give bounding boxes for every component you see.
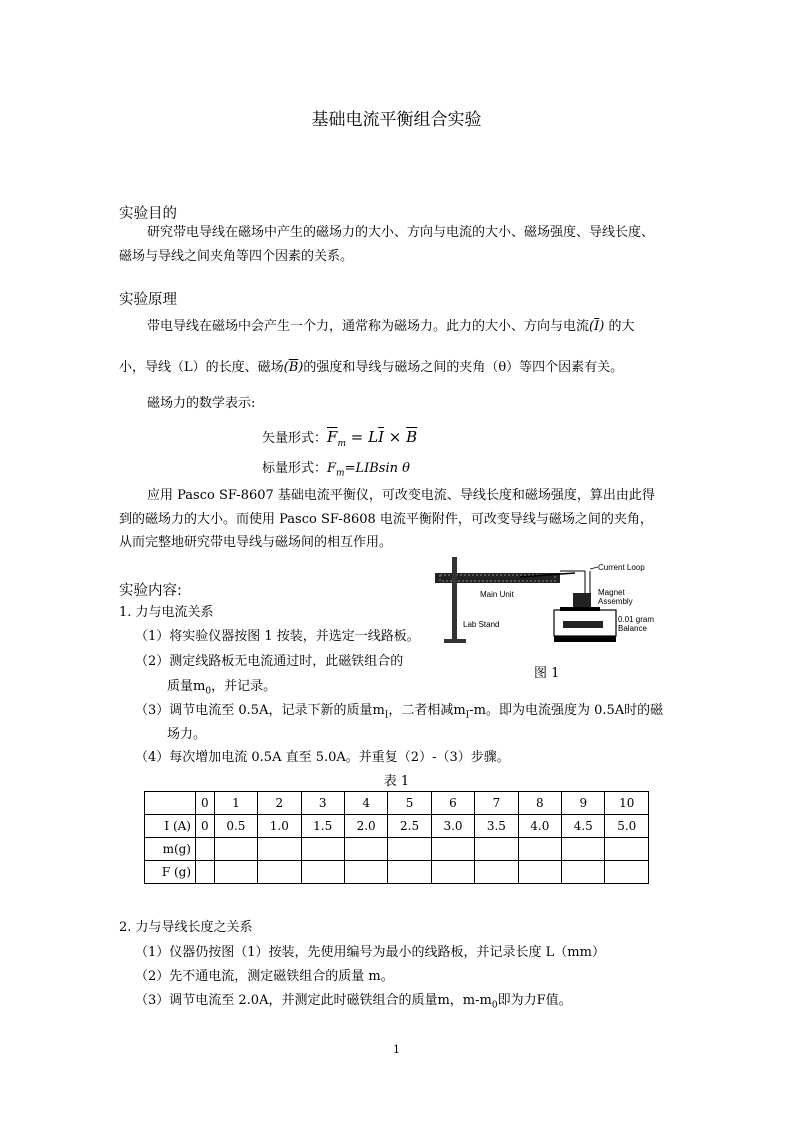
item-1-step-2b: 质量$m_0$，并记录。 — [167, 679, 277, 697]
force-cell — [475, 861, 518, 884]
vector-formula: 矢量形式：$\overline{F}_m = L\overline{I} \times \overline{B}$ — [262, 428, 418, 449]
current-cell: 3.0 — [431, 815, 474, 838]
force-cell — [562, 861, 605, 884]
header-cell: 2 — [258, 792, 301, 815]
item-1-step-1: （1）将实验仪器按图 1 按装，并选定一线路板。 — [135, 629, 420, 644]
scalar-formula: 标量形式：$F_m=LIBsin$ θ — [262, 461, 410, 479]
mass-cell — [431, 838, 474, 861]
figure-caption: 图 1 — [534, 666, 560, 681]
current-cell: 3.5 — [475, 815, 518, 838]
principle-line-2: 小，导线（L）的长度、磁场$(\overline{B})$的强度和导线与磁场之间的夹角（θ）等四个因素有关。 — [119, 360, 624, 375]
header-cell: 6 — [431, 792, 474, 815]
item-2-title: 2. 力与导线长度之关系 — [119, 920, 253, 935]
header-cell: 10 — [605, 792, 649, 815]
force-cell — [196, 861, 215, 884]
table-row-force — [145, 861, 649, 884]
mass-cell — [301, 838, 344, 861]
mass-cell — [388, 838, 431, 861]
mass-cell — [258, 838, 301, 861]
label-balance-1: 0.01 gram — [618, 615, 655, 624]
section-heading-content: 实验内容: — [119, 583, 182, 599]
header-cell: 7 — [475, 792, 518, 815]
item-2-step-1: （1）仪器仍按图（1）按装，先使用编号为最小的线路板，并记录长度 L（mm） — [135, 945, 605, 960]
header-cell: 3 — [301, 792, 344, 815]
item-2-step-2: （2）先不通电流，测定磁铁组合的质量 m。 — [135, 969, 394, 984]
section-heading-purpose: 实验目的 — [119, 206, 177, 222]
section-heading-principle: 实验原理 — [119, 292, 177, 308]
data-table — [144, 791, 649, 884]
apparatus-figure — [430, 555, 690, 647]
force-cell — [258, 861, 301, 884]
mass-cell — [518, 838, 561, 861]
item-1-step-2a: （2）测定线路板无电流通过时，此磁铁组合的 — [135, 654, 404, 669]
header-cell: 9 — [562, 792, 605, 815]
force-cell — [344, 861, 387, 884]
item-1-step-3b: 场力。 — [167, 727, 207, 742]
label-current-loop: Current Loop — [598, 563, 645, 572]
header-cell: 1 — [214, 792, 257, 815]
force-cell — [518, 861, 561, 884]
item-2-step-3: （3）调节电流至 2.0A，并测定此时磁铁组合的质量m，$m-m_0$即为力F值。 — [135, 993, 572, 1011]
current-cell: 1.5 — [301, 815, 344, 838]
force-cell — [301, 861, 344, 884]
lab-stand-base — [444, 639, 466, 643]
force-cell — [388, 861, 431, 884]
table-row-mass — [145, 838, 649, 861]
application-line-2: 到的磁场力的大小。而使用 Pasco SF-8608 电流平衡附件，可改变导线与磁场之间的夹角， — [119, 512, 653, 527]
label-main-unit: Main Unit — [480, 590, 514, 599]
magnet-assembly — [573, 593, 591, 607]
vector-formula-expression: $\overline{F}_m = L\overline{I} \times \overline{B}$ — [327, 428, 418, 449]
mass-cell — [344, 838, 387, 861]
page-number: 1 — [393, 1043, 400, 1056]
header-cell: 0 — [196, 792, 215, 815]
item-1-step-4: （4）每次增加电流 0.5A 直至 5.0A。并重复（2）-（3）步骤。 — [135, 750, 510, 765]
page-title: 基础电流平衡组合实验 — [311, 110, 482, 130]
table-row-current — [145, 815, 649, 838]
field-vector-symbol: $(\overline{B})$ — [283, 360, 304, 375]
application-line-1: 应用 Pasco SF-8607 基础电流平衡仪，可改变电流、导线长度和磁场强度，算出由此得 — [147, 488, 655, 503]
header-cell — [145, 792, 196, 815]
label-magnet: Magnet — [598, 588, 625, 597]
current-cell: 5.0 — [605, 815, 649, 838]
force-cell — [214, 861, 257, 884]
current-cell: 4.0 — [518, 815, 561, 838]
mass-cell — [196, 838, 215, 861]
mass-cell — [605, 838, 649, 861]
current-vector-symbol: $(\overline{I})$ — [589, 319, 605, 334]
mass-cell — [475, 838, 518, 861]
principle-line-1: 带电导线在磁场中会产生一个力，通常称为磁场力。此力的大小、方向与电流$(\overline{I})$ 的大 — [147, 319, 635, 334]
current-cell: 2.5 — [388, 815, 431, 838]
header-cell: 4 — [344, 792, 387, 815]
item-1-title: 1. 力与电流关系 — [119, 605, 214, 620]
header-cell: 5 — [388, 792, 431, 815]
current-cell: I (A) — [145, 815, 196, 838]
mass-cell — [562, 838, 605, 861]
current-cell: 4.5 — [562, 815, 605, 838]
label-assembly: Assembly — [598, 597, 633, 606]
purpose-line-2: 磁场与导线之间夹角等四个因素的关系。 — [119, 249, 354, 264]
lab-stand-rod — [452, 557, 457, 639]
application-line-3: 从而完整地研究带电导线与磁场间的相互作用。 — [119, 535, 393, 550]
current-cell: 1.0 — [258, 815, 301, 838]
label-balance-2: Balance — [618, 624, 647, 633]
table-row-header — [145, 792, 649, 815]
math-label: 磁场力的数学表示: — [147, 396, 256, 411]
current-cell: 0 — [196, 815, 215, 838]
label-lab-stand: Lab Stand — [463, 620, 500, 629]
force-cell — [605, 861, 649, 884]
purpose-line-1: 研究带电导线在磁场中产生的磁场力的大小、方向与电流的大小、磁场强度、导线长度、 — [147, 225, 655, 240]
mass-cell: m(g) — [145, 838, 196, 861]
force-cell: F (g) — [145, 861, 196, 884]
current-cell: 2.0 — [344, 815, 387, 838]
force-cell — [431, 861, 474, 884]
current-cell: 0.5 — [214, 815, 257, 838]
item-1-step-3a: （3）调节电流至 0.5A，记录下新的质量$m_I$，二者相减$m_I-m$。即为电流强度为 0.5A时的磁 — [135, 703, 664, 721]
header-cell: 8 — [518, 792, 561, 815]
table-caption: 表 1 — [383, 774, 410, 789]
mass-cell — [214, 838, 257, 861]
